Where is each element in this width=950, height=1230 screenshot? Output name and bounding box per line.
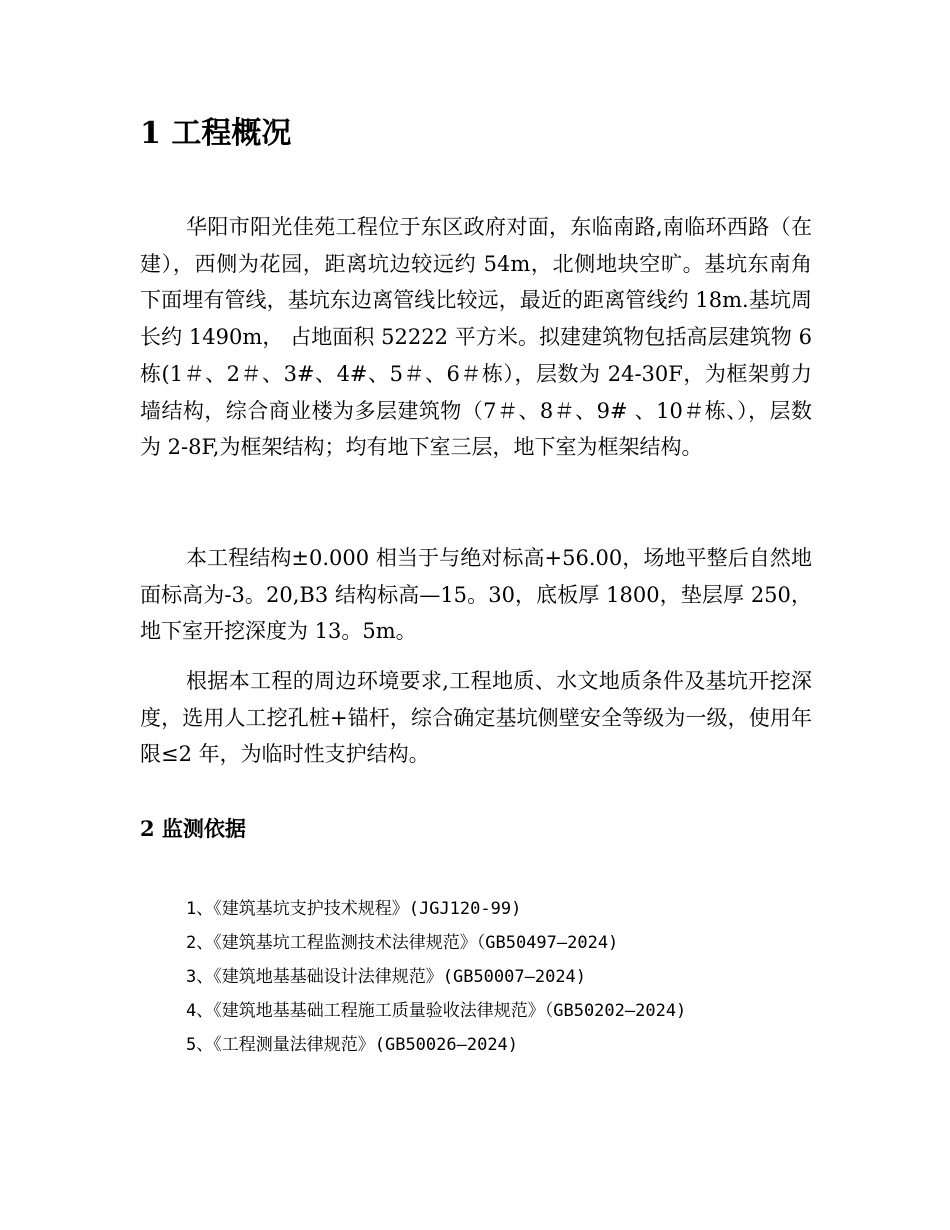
section-1-body: [140, 209, 812, 466]
reference-list: [140, 892, 812, 1062]
paragraph-support-scheme: 根据本工程的周边环境要求,工程地质、水文地质条件及基坑开挖深度，选用人工挖孔桩+锚杆，综合确定基坑侧壁安全等级为一级，使用年限≤2 年，为临时性支护结构。: [140, 669, 812, 767]
reference-item: 2、《建筑基坑工程监测技术法律规范》（GB50497—2024): [186, 933, 619, 953]
section-2-heading: 2 监测依据: [140, 816, 246, 841]
paragraph-project-overview: 华阳市阳光佳苑工程位于东区政府对面，东临南路,南临环西路（在建），西侧为花园，距离坑边较远约 54m，北侧地块空旷。基坑东南角下面埋有管线，基坑东边离管线比较远，最近的距离管线约 18m.基坑周长约 1490m， 占地面积 52222 平方米。拟建建筑物包括高层建筑物 6 栋(1＃、2＃、3#、4#、5＃、6＃栋），层数为 24-30F，为框架剪力墙结构，综合商业楼为多层建筑物（7＃、8＃、9# 、10＃栋、），层数为 2-8F,为框架结构；均有地下室三层，地下室为框架结构。: [140, 215, 812, 460]
paragraph-elevation: 本工程结构±0.000 相当于与绝对标高+56.00，场地平整后自然地面标高为-3。20,B3 结构标高—15。30，底板厚 1800，垫层厚 250，地下室开挖深度为 13。5m。: [140, 546, 812, 644]
reference-item: 3、《建筑地基基础设计法律规范》(GB50007—2024): [186, 967, 587, 987]
section-1-heading: 1 工程概况: [140, 116, 292, 151]
section-1-body-2: [140, 540, 812, 650]
reference-item: 4、《建筑地基基础工程施工质量验收法律规范》（GB50202—2024): [186, 1001, 687, 1021]
reference-item: 5、《工程测量法律规范》(GB50026—2024): [186, 1035, 519, 1055]
reference-item: 1、《建筑基坑支护技术规程》(JGJ120-99): [186, 899, 522, 919]
section-1-body-3: [140, 663, 812, 773]
